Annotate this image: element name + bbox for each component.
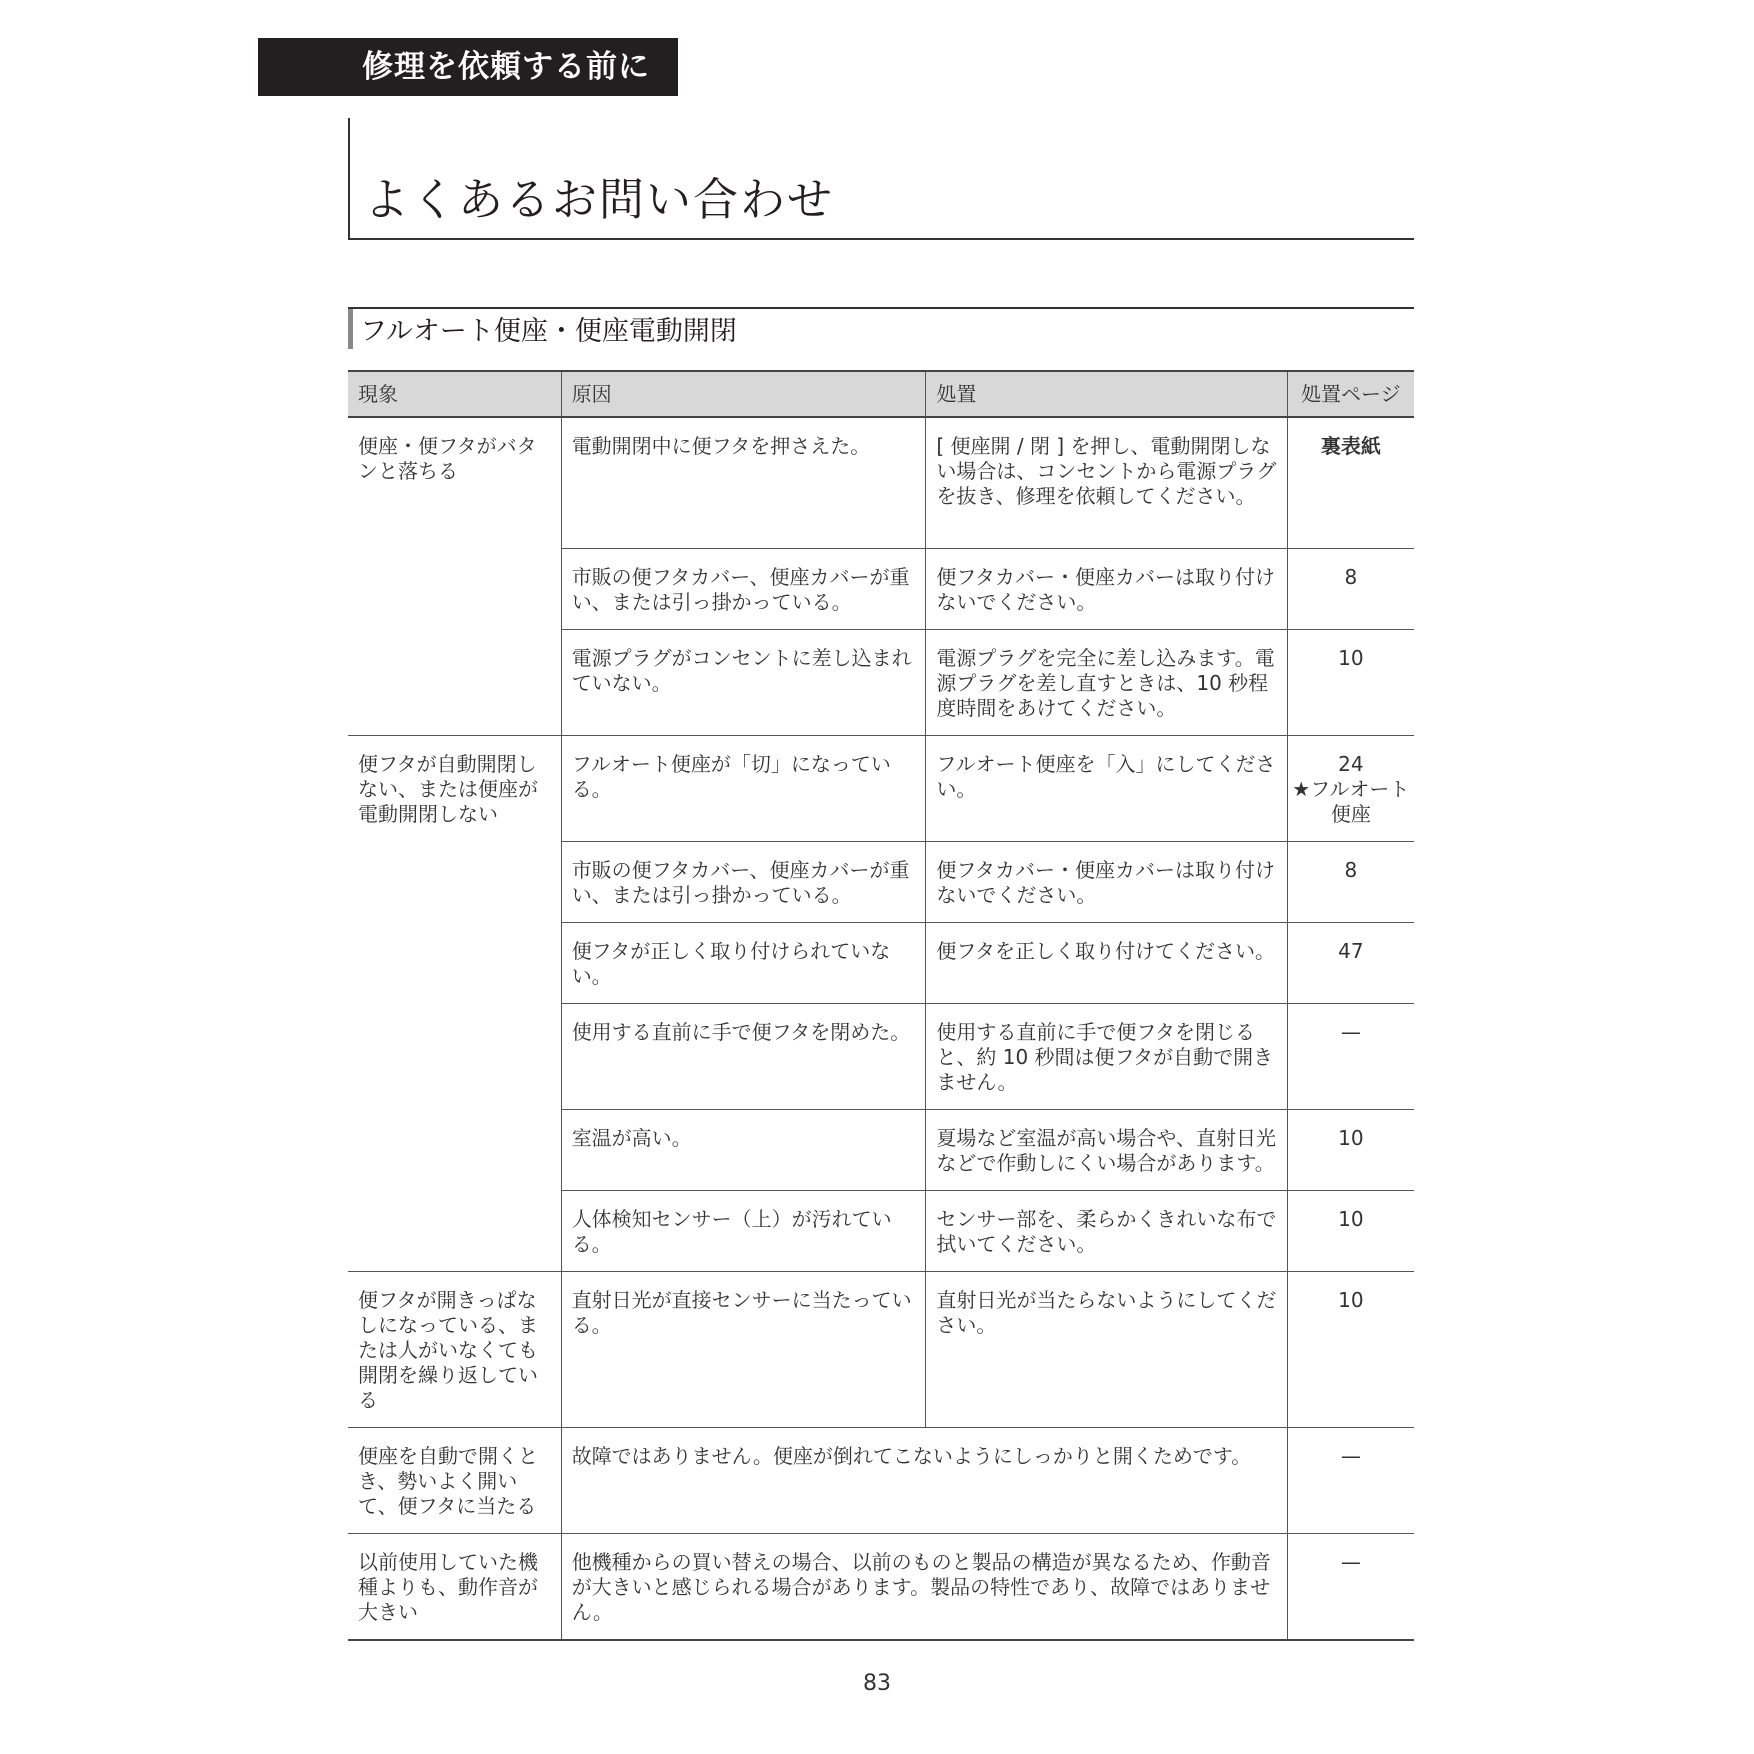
remedy-cell: 使用する直前に手で便フタを閉じると、約 10 秒間は便フタが自動で開きません。 <box>926 1003 1287 1109</box>
cause-cell: 市販の便フタカバー、便座カバーが重い、または引っ掛かっている。 <box>561 548 926 629</box>
cause-cell: 室温が高い。 <box>561 1109 926 1190</box>
cause-cell: 電動開閉中に便フタを押さえた。 <box>561 417 926 548</box>
remedy-cell: 電源プラグを完全に差し込みます。電源プラグを差し直すときは、10 秒程度時間をあけてください。 <box>926 629 1287 735</box>
table-row <box>348 1427 1414 1533</box>
remedy-cell: 夏場など室温が高い場合や、直射日光などで作動しにくい場合があります。 <box>926 1109 1287 1190</box>
subtitle-accent-bar <box>348 309 353 349</box>
page-ref-cell: 10 <box>1287 1271 1414 1427</box>
subtitle: フルオート便座・便座電動開閉 <box>360 316 737 347</box>
symptom-cell: 便座を自動で開くとき、勢いよく開いて、便フタに当たる <box>348 1427 561 1533</box>
remedy-cell: 便フタカバー・便座カバーは取り付けないでください。 <box>926 548 1287 629</box>
table-row <box>348 417 1414 548</box>
faq-table <box>348 370 1414 1641</box>
page-ref-number: 24 <box>1338 751 1364 776</box>
subtitle-frame <box>348 307 1414 349</box>
cause-cell: 市販の便フタカバー、便座カバーが重い、または引っ掛かっている。 <box>561 841 926 922</box>
symptom-cell: 以前使用していた機種よりも、動作音が大きい <box>348 1533 561 1640</box>
cause-cell: 電源プラグがコンセントに差し込まれていない。 <box>561 629 926 735</box>
explanation-cell: 故障ではありません。便座が倒れてこないようにしっかりと開くためです。 <box>561 1427 1287 1533</box>
page-ref-cell: 10 <box>1287 629 1414 735</box>
page-ref-cell: — <box>1287 1533 1414 1640</box>
table-row <box>348 1271 1414 1427</box>
section-label-bar <box>258 38 678 96</box>
cause-cell: 直射日光が直接センサーに当たっている。 <box>561 1271 926 1427</box>
symptom-cell: 便座・便フタがバタンと落ちる <box>348 417 561 735</box>
page-ref-note: ★フルオート便座 <box>1292 776 1410 826</box>
page-ref-cell: 8 <box>1287 548 1414 629</box>
column-header-cause: 原因 <box>561 371 926 417</box>
page-title-frame <box>348 118 1414 240</box>
table-header-row <box>348 371 1414 417</box>
page-ref-cell: 10 <box>1287 1109 1414 1190</box>
explanation-cell: 他機種からの買い替えの場合、以前のものと製品の構造が異なるため、作動音が大きいと感じられる場合があります。製品の特性であり、故障ではありません。 <box>561 1533 1287 1640</box>
table-row <box>348 735 1414 841</box>
column-header-page: 処置ページ <box>1287 371 1414 417</box>
page-title: よくあるお問い合わせ <box>364 173 835 226</box>
remedy-cell: 便フタカバー・便座カバーは取り付けないでください。 <box>926 841 1287 922</box>
table-row <box>348 1533 1414 1640</box>
page-ref-cell: 47 <box>1287 922 1414 1003</box>
column-header-symptom: 現象 <box>348 371 561 417</box>
page-ref-cell: 裏表紙 <box>1287 417 1414 548</box>
cause-cell: 便フタが正しく取り付けられていない。 <box>561 922 926 1003</box>
remedy-cell: 便フタを正しく取り付けてください。 <box>926 922 1287 1003</box>
remedy-cell: フルオート便座を「入」にしてください。 <box>926 735 1287 841</box>
remedy-cell: [ 便座開 / 閉 ] を押し、電動開閉しない場合は、コンセントから電源プラグを抜き、修理を依頼してください。 <box>926 417 1287 548</box>
page-ref-cell: 10 <box>1287 1190 1414 1271</box>
cause-cell: フルオート便座が「切」になっている。 <box>561 735 926 841</box>
remedy-cell: センサー部を、柔らかくきれいな布で拭いてください。 <box>926 1190 1287 1271</box>
section-label: 修理を依頼する前に <box>362 49 650 85</box>
column-header-remedy: 処置 <box>926 371 1287 417</box>
page-ref-cell: — <box>1287 1003 1414 1109</box>
cause-cell: 使用する直前に手で便フタを閉めた。 <box>561 1003 926 1109</box>
page-ref-cell <box>1287 735 1414 841</box>
page-ref-cell: 8 <box>1287 841 1414 922</box>
page-ref-cell: — <box>1287 1427 1414 1533</box>
cause-cell: 人体検知センサー（上）が汚れている。 <box>561 1190 926 1271</box>
page-number: 83 <box>863 1671 891 1696</box>
symptom-cell: 便フタが自動開閉しない、または便座が電動開閉しない <box>348 735 561 1271</box>
symptom-cell: 便フタが開きっぱなしになっている、または人がいなくても開閉を繰り返している <box>348 1271 561 1427</box>
remedy-cell: 直射日光が当たらないようにしてください。 <box>926 1271 1287 1427</box>
